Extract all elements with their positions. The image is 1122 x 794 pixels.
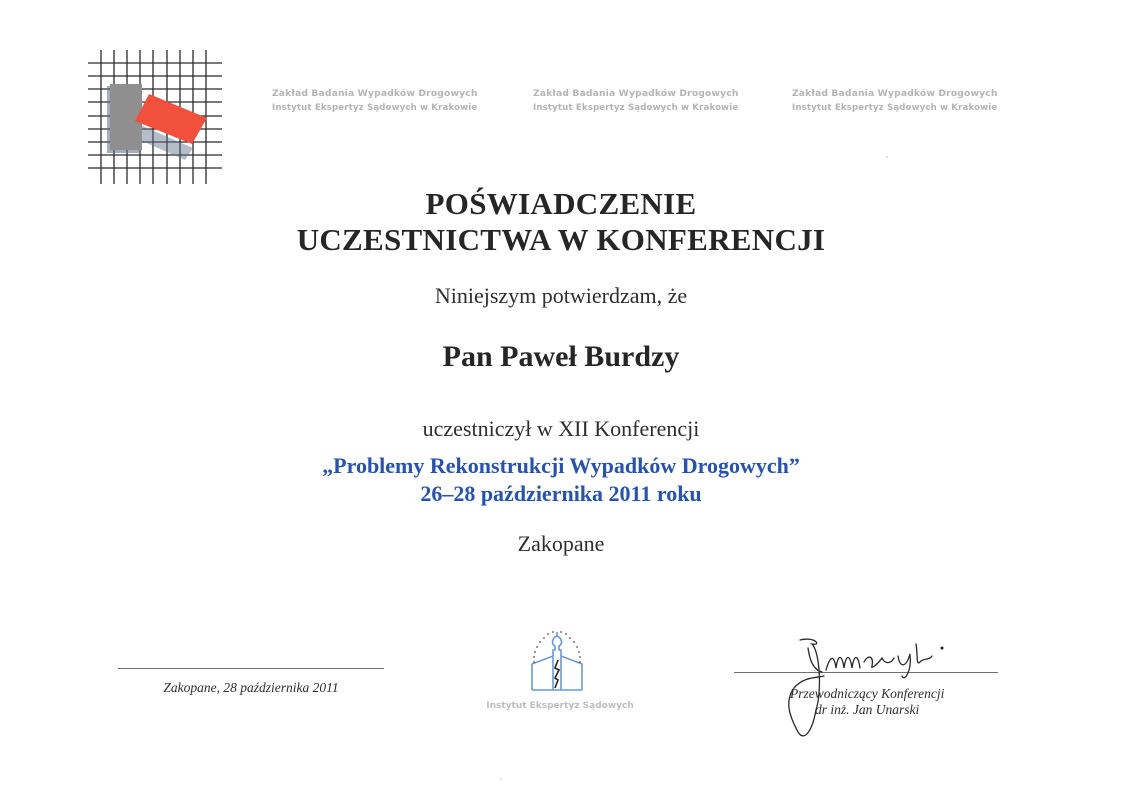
intro-text: Niniejszym potwierdzam, że (434, 283, 688, 308)
institute-department: Zakład Badania Wypadków Drogowych (533, 88, 739, 99)
certificate-title (0, 186, 1122, 258)
scan-speck (886, 156, 888, 158)
place-and-date: Zakopane, 28 października 2011 (163, 680, 339, 695)
participation-text: uczestniczył w XII Konferencji (422, 416, 700, 441)
institute-name: Instytut Ekspertyz Sądowych w Krakowie (533, 103, 739, 113)
scan-speck (500, 778, 502, 780)
date-signature-line (118, 668, 384, 669)
institute-caption: Instytut Ekspertyz Sądowych (486, 701, 634, 711)
institute-emblem (524, 626, 590, 694)
institute-header-1 (272, 86, 478, 116)
signatory-name: dr inż. Jan Unarski (815, 702, 920, 717)
conference-dates: 26–28 października 2011 roku (420, 481, 702, 506)
institute-name: Instytut Ekspertyz Sądowych w Krakowie (792, 103, 998, 113)
conference-location: Zakopane (517, 531, 605, 556)
signatory-role: Przewodniczący Konferencji (790, 686, 945, 701)
institute-department: Zakład Badania Wypadków Drogowych (272, 88, 478, 99)
institute-header-3 (792, 86, 998, 116)
conference-name: „Problemy Rekonstrukcji Wypadków Drogowych” (322, 453, 800, 478)
institute-building-emblem-icon (524, 626, 590, 694)
institute-department: Zakład Badania Wypadków Drogowych (792, 88, 998, 99)
title-line-2: UCZESTNICTWA W KONFERENCJI (296, 222, 826, 257)
institute-name: Instytut Ekspertyz Sądowych w Krakowie (272, 103, 478, 113)
organization-logo (88, 50, 222, 184)
grid-blocks-logo-icon (88, 50, 222, 184)
title-line-1: POŚWIADCZENIE (425, 186, 697, 221)
institute-header-2 (533, 86, 739, 116)
recipient-name: Pan Paweł Burdzy (442, 340, 680, 373)
